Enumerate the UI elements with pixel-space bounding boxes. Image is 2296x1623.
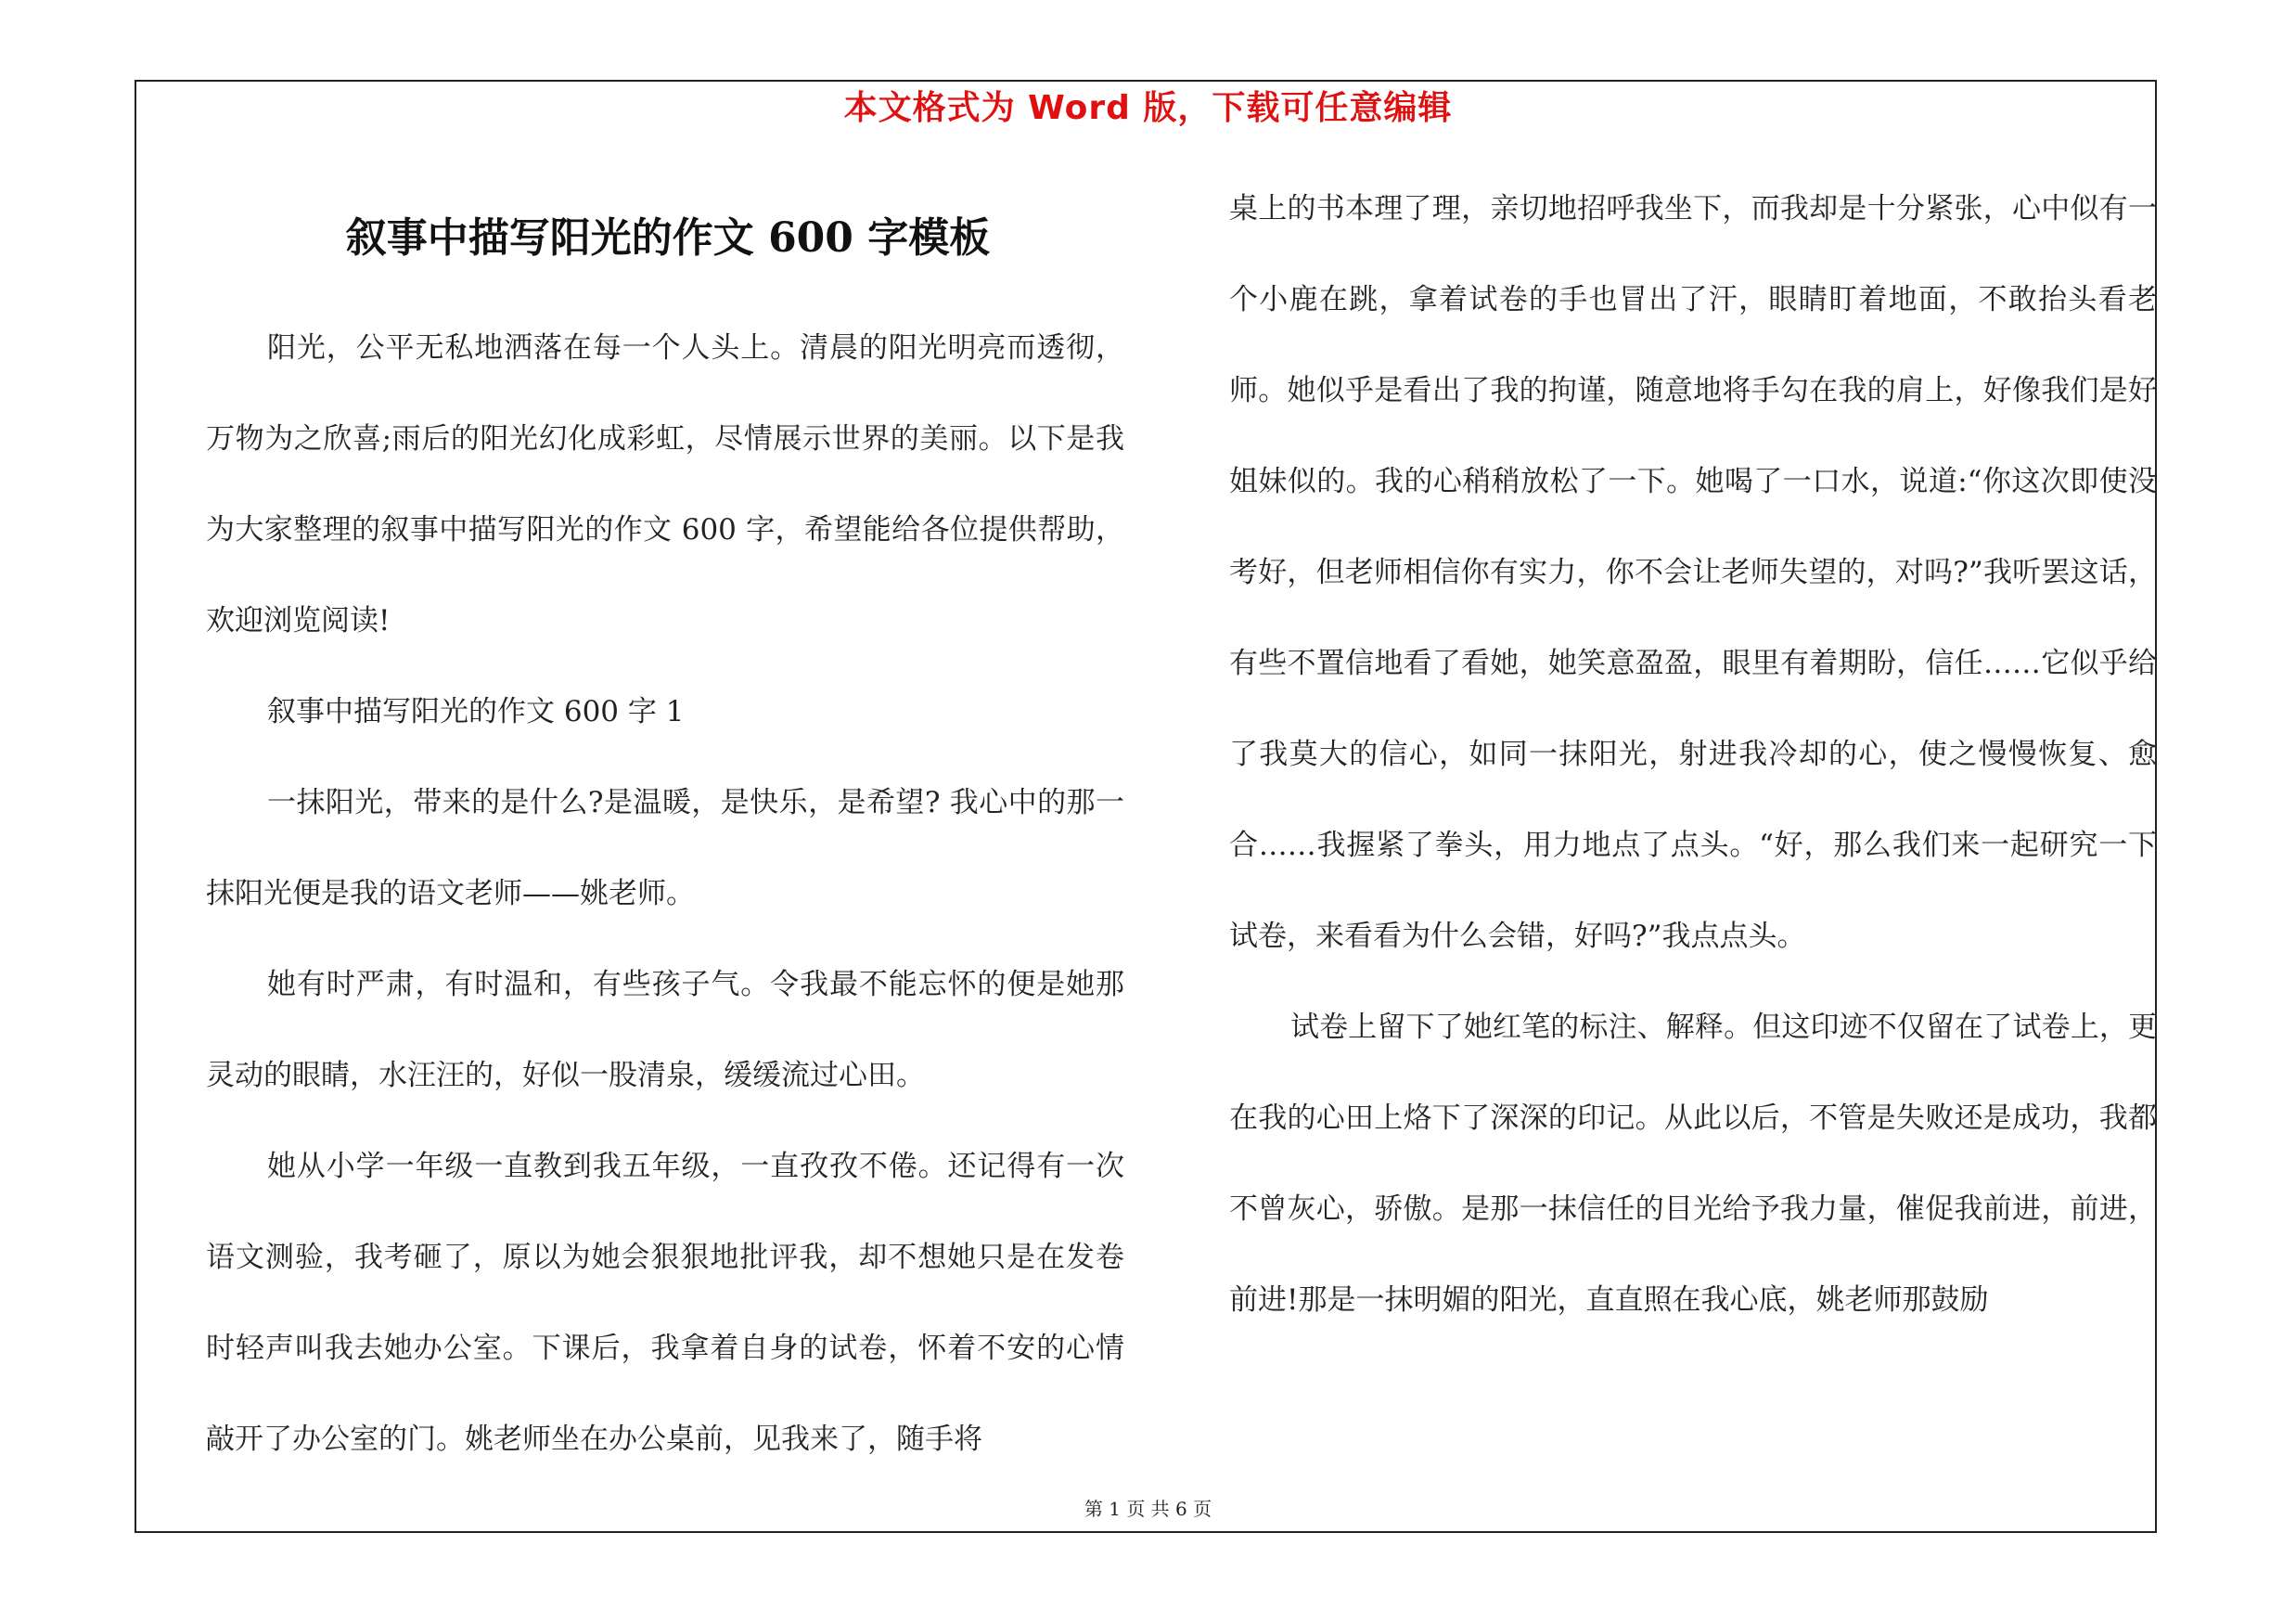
paragraph: 阳光，公平无私地洒落在每一个人头上。清晨的阳光明亮而透彻，万物为之欣喜;雨后的阳光幻化成彩虹，尽情展示世界的美丽。以下是我为大家整理的叙事中描写阳光的作文 600 字，希望能给各位提供帮助，欢迎浏览阅读! (206, 331, 1124, 638)
paragraph: 她有时严肃，有时温和，有些孩子气。令我最不能忘怀的便是她那灵动的眼睛，水汪汪的，好似一股清泉，缓缓流过心田。 (206, 968, 1124, 1092)
section-heading: 叙事中描写阳光的作文 600 字 1 (267, 695, 685, 728)
right-column (1229, 163, 2157, 1346)
paragraph: 桌上的书本理了理，亲切地招呼我坐下，而我却是十分紧张，心中似有一个小鹿在跳，拿着试卷的手也冒出了汗，眼睛盯着地面，不敢抬头看老师。她似乎是看出了我的拘谨，随意地将手勾在我的肩上，好像我们是好姐妹似的。我的心稍稍放松了一下。她喝了一口水，说道:“你这次即使没考好，但老师相信你有实力，你不会让老师失望的，对吗?”我听罢这话，有些不置信地看了看她，她笑意盈盈，眼里有着期盼，信任……它似乎给了我莫大的信心，如同一抹阳光，射进我冷却的心，使之慢慢恢复、愈合……我握紧了拳头，用力地点了点头。“好，那么我们来一起研究一下试卷，来看看为什么会错，好吗?”我点点头。 (1229, 192, 2157, 953)
left-column (206, 303, 1124, 1485)
paragraph: 一抹阳光，带来的是什么?是温暖，是快乐，是希望? 我心中的那一抹阳光便是我的语文老师——姚老师。 (206, 786, 1124, 910)
paragraph: 她从小学一年级一直教到我五年级，一直孜孜不倦。还记得有一次语文测验，我考砸了，原以为她会狠狠地批评我，却不想她只是在发卷时轻声叫我去她办公室。下课后，我拿着自身的试卷，怀着不安的心情敲开了办公室的门。姚老师坐在办公桌前，见我来了，随手将 (206, 1150, 1124, 1456)
format-banner: 本文格式为 Word 版，下载可任意编辑 (843, 89, 1453, 127)
page-number: 第 1 页 共 6 页 (1084, 1498, 1212, 1520)
paragraph: 试卷上留下了她红笔的标注、解释。但这印迹不仅留在了试卷上，更在我的心田上烙下了深深的印记。从此以后，不管是失败还是成功，我都不曾灰心，骄傲。是那一抹信任的目光给予我力量，催促我前进，前进，前进!那是一抹明媚的阳光，直直照在我心底，姚老师那鼓励 (1229, 1011, 2157, 1317)
document-title: 叙事中描写阳光的作文 600 字模板 (345, 214, 991, 262)
